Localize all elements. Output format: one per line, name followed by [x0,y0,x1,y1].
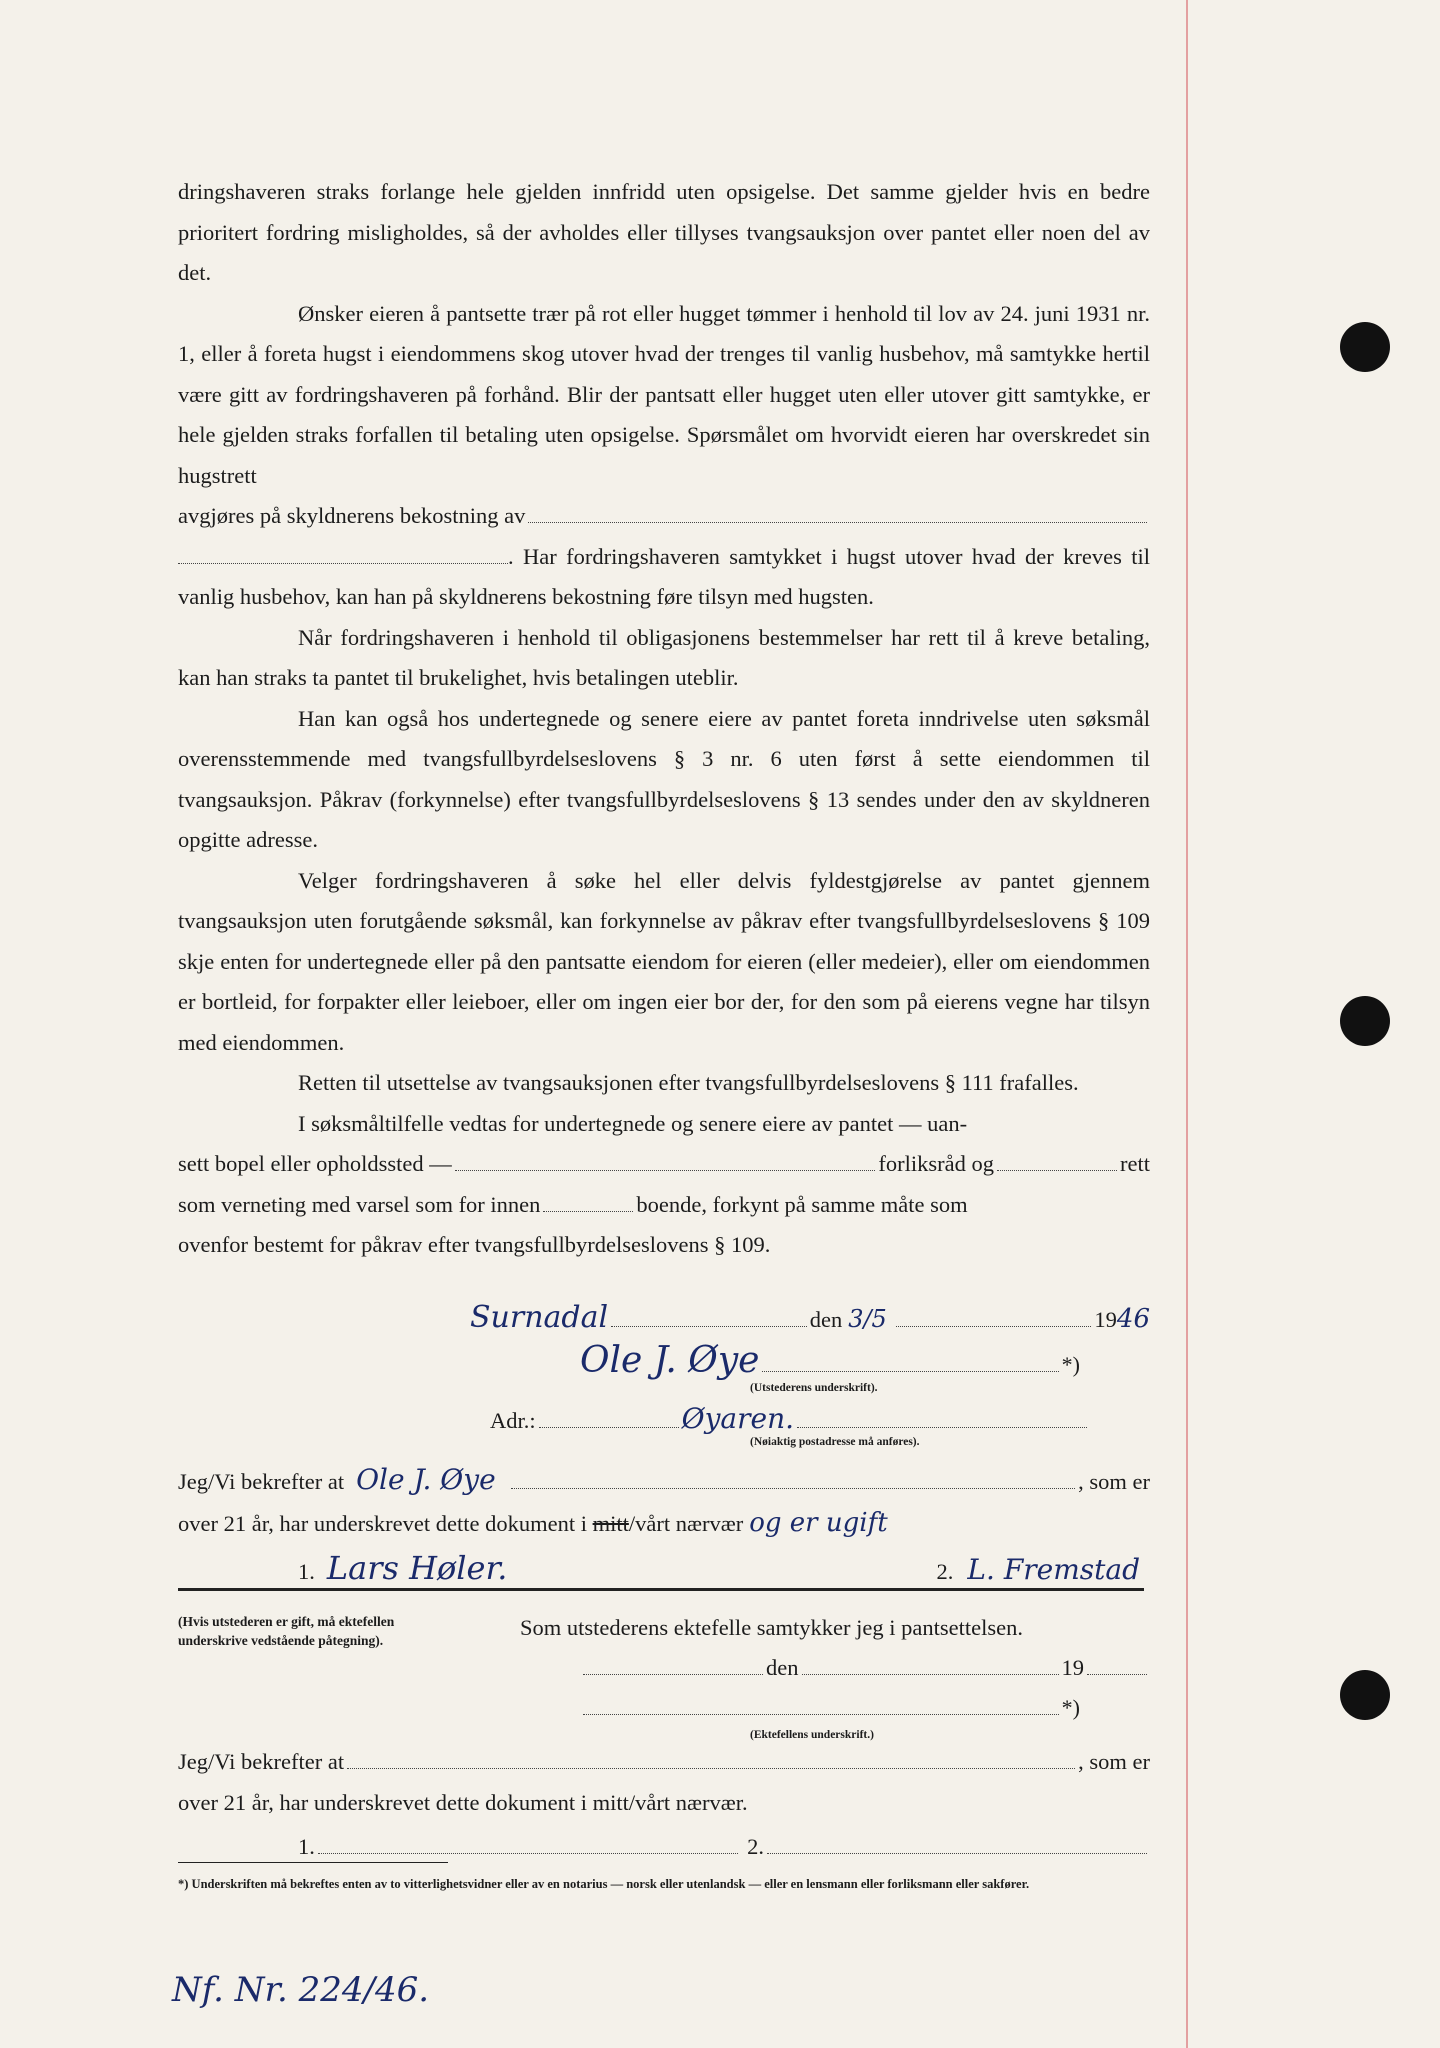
witness-1-signature: Lars Høler. [326,1549,508,1587]
struck-word: mitt [592,1510,629,1536]
sig-caption: (Utstederens underskrift). [750,1382,878,1394]
margin-rule [1186,0,1188,2048]
paragraph-6: Retten til utsettelse av tvangsauksjonen efter tvangsfullbyrdelseslovens § 111 frafalles. [298,1070,1079,1095]
footnote: *) Underskriften må bekreftes enten av to vitterlighetsvidner eller av en notarius — norsk eller utenlandsk — eller en lensmann eller forliksmann eller sakfører. [178,1877,1030,1891]
verneting-line-1: sett bopel eller opholdssted — forliksråd og rett [178,1151,1150,1176]
witness-block-2: Jeg/Vi bekrefter at , som er over 21 år, har underskrevet dette dokument i mitt/vårt nærvær. 1. 2. [178,1749,1150,1859]
spouse-date-line: den 19 [580,1648,1150,1688]
spouse-sig-caption: (Ektefellens underskrift.) [750,1729,874,1741]
blank-field [528,522,1147,523]
paragraph-7: I søksmåltilfelle vedtas for undertegnede og senere eiere av pantet — uan- [298,1110,968,1136]
spouse-signature: *) (Ektefellens underskrift.) [580,1688,1080,1742]
handwritten-addition: og er ugift [749,1507,888,1538]
witness-block-1: Jeg/Vi bekrefter at Ole J. Øye , som er over 21 år, har underskrevet dette dokument i mitt /vårt nærvær og er ugift 1. Lars Høler. 2. L. Fremstad [178,1460,1150,1593]
issuer-signature: Ole J. Øye *) (Utstederens underskrift). [580,1340,1080,1394]
paragraph-5: Velger fordringshaveren å søke hel eller delvis fyldestgjørelse av pantet gjennem tvangsauksjon uten forutgående søksmål, kan forkynnelse av påkrav efter tvangsfullbyrdelseslovens § 109 skje enten for undertegnede eller på den pantsatte eiendom for eieren (eller medeier), eller om eiendommen er bortleid, for forpakter eller leieboer, eller om ingen eier bor der, for den som på eierens vegne har tilsyn med eiendommen. [178,867,1150,1055]
address-line: Adr.: Øyaren. (Nøiaktig postadresse må anføres). [490,1402,1090,1449]
spouse-side-note: (Hvis utstederen er gift, må ektefellen underskrive vedstående påtegning). [178,1614,395,1648]
paragraph-1: dringshaveren straks forlange hele gjelden innfridd uten opsigelse. Det samme gjelder hvis en bedre prioritert fordring misligholdes, så der avholdes eller tillyses tvangsauksjon over pantet eller noen del av det. [178,179,1150,285]
handwritten-signature: Ole J. Øye [580,1340,760,1381]
paragraph-7-end: ovenfor bestemt for påkrav efter tvangsfullbyrdelseslovens § 109. [178,1232,771,1257]
signature-date-line: Surnadal den 3/5 19 46 [470,1300,1151,1335]
paragraph-3: Når fordringshaveren i henhold til obligasjonens bestemmelser har rett til å kreve betaling, kan han straks ta pantet til brukelighet, hvis betalingen uteblir. [178,624,1150,690]
section-divider [178,1588,1144,1591]
witness-2-signature: L. Fremstad [967,1553,1140,1586]
punch-hole-top [1340,322,1390,372]
handwritten-address: Øyaren. [681,1402,794,1435]
footnote-divider [178,1862,448,1863]
punch-hole-middle [1340,996,1390,1046]
address-caption: (Nøiaktig postadresse må anføres). [750,1436,920,1448]
blank-field [178,563,508,564]
verneting-line-2: som verneting med varsel som for innen boende, forkynt på samme måte som [178,1191,968,1217]
paragraph-4: Han kan også hos undertegnede og senere eiere av pantet foreta inndrivelse uten søksmål overensstemmende med tvangsfullbyrdelseslovens § 3 nr. 6 uten først å sette eiendommen til tvangsauksjon. Påkrav (forkynnelse) efter tvangsfullbyrdelseslovens § 13 sendes under den av skyldneren opgitte adresse. [178,705,1150,852]
handwritten-date: 3/5 [848,1305,887,1333]
hugst-line: avgjøres på skyldnerens bekostning av [178,496,1150,537]
handwritten-place: Surnadal [470,1300,609,1335]
paragraph-2-cont: . Har fordringshaveren samtykket i hugst utover hvad der kreves til vanlig husbehov, kan han på skyldnerens bekostning føre tilsyn med hugsten. [178,543,1150,609]
handwritten-confirm-name: Ole J. Øye [356,1463,496,1496]
body-text [178,172,1150,1266]
spouse-consent: Som utstederens ektefelle samtykker jeg i pantsettelsen. [520,1615,1023,1640]
handwritten-year: 46 [1116,1304,1151,1334]
paragraph-2: Ønsker eieren å pantsette trær på rot eller hugget tømmer i henhold til lov av 24. juni 1931 nr. 1, eller å foreta hugst i eiendommens skog utover hvad der trenges til vanlig husbehov, må samtykke hertil være gitt av fordringshaveren på forhånd. Blir der pantsatt eller hugget uten eller utover gitt samtykke, er hele gjelden straks forfallen til betaling uten opsigelse. Spørsmålet om hvorvidt eieren har overskredet sin hugstrett [178,300,1150,488]
punch-hole-bottom [1340,1670,1390,1720]
handwritten-registry-note: Nf. Nr. 224/46. [172,1970,430,2010]
